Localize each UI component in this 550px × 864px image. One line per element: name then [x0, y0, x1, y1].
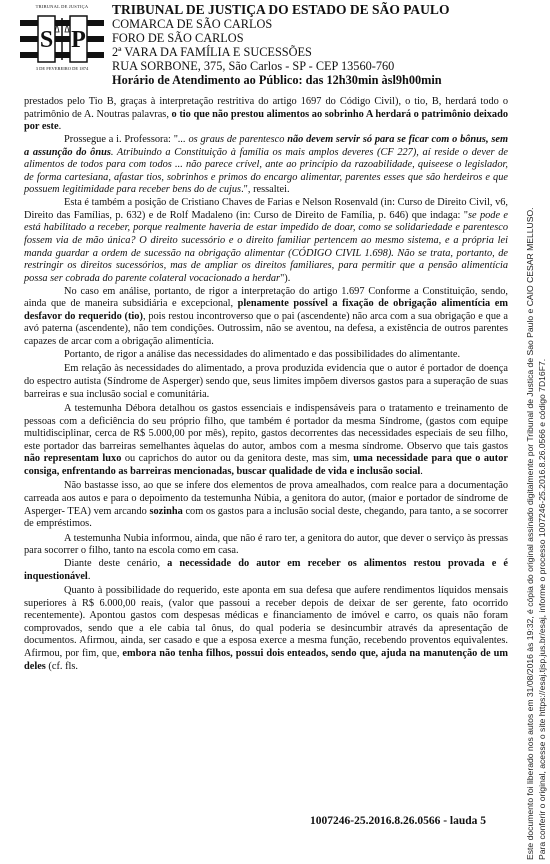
- court-title: TRIBUNAL DE JUSTIÇA DO ESTADO DE SÃO PAULO: [112, 2, 450, 17]
- paragraph: A testemunha Nubia informou, ainda, que não é raro ter, a genitora do autor, que dever o serviço às pressas para socorrer o filho, tanto na escola como em casa.: [24, 532, 508, 557]
- paragraph: A testemunha Débora detalhou os gastos essenciais e indispensáveis para o tratamento e treinamento de pessoas com a deficiência do seu próprio filho, que também é portador da mesma Síndrome, (gastos com equipe multidisciplinar, cerca de R$ 5.000,00 por mês), repito, gastos decorrentes das necessidades especiais de seu filho, este portador das barreiras semelhantes àquelas do autor, ambos com a mesma síndrome. Observo que tais gastos não representam luxo ou caprichos do autor ou da genitora deste, mas sim, uma necessidade para que o autor consiga, enfrentando as barreiras mencionadas, buscar qualidade de vida e inclusão social.: [24, 403, 508, 477]
- paragraph: Portanto, de rigor a análise das necessidades do alimentado e das possibilidades do alimentante.: [64, 348, 461, 360]
- seal-letter-s: S: [39, 27, 54, 53]
- paragraph: Em relação às necessidades do alimentado, a prova produzida evidencia que o autor é portador de doença do espectro autista (Síndrome de Asperger) sendo que, seus limites impõem diversos gastos para a superação de suas barreiras e sua inclusão social e comunitária.: [24, 363, 508, 400]
- seal-top-text: TRIBUNAL DE JUSTIÇA: [35, 4, 89, 9]
- seal-bottom-text: 3 DE FEVEREIRO DE 1874: [35, 66, 89, 71]
- document-header: [112, 2, 532, 87]
- side-stamp-line-2: Para conferir o original, acesse o site https://esaj.tjsp.jus.br/esaj, informe o processo 1007246-25.2016.8.26.0566 e código 7D16F7.: [537, 358, 547, 860]
- paragraph: Quanto à possibilidade do requerido, este aponta em sua defesa que aufere rendimentos líquidos mensais superiores à R$ 6.000,00 reais, (valor que passoui a receber depois de deixar de ser gerente, fato ocorrido recentemente). Apontou gastos com despesas médicas e financiamento de imóvel e carro, os quais não foram comprovados, sendo que a ele cabia tal ônus, do qual poderia se desincumbir através da apresentação de documentos. Afirmou, ainda, ser casado e que a esposa exerce a mesma função, recebendo proventos equivalentes. Afirmou, por fim, que, embora não tenha filhos, possui dois enteados, sendo que, ajuda na manutenção de um deles (cf. fls.: [24, 585, 508, 672]
- paragraph: Prossegue a i. Professora: "... os graus de parentesco não devem servir só para se ficar com o bônus, sem a assunção do ônus. Atribuindo a Constituição à família os mais amplos deveres (CF 227), aí reside o dever de alimentos de todos para com todos ... não parece crível, ante ao princípio da razoabilidade, quiseese o legislador, de forma cartesiana, afastar tios, sobrinhos e primos do encargo alimentar, parentes esses que são herdeiros e que possuem legitimidade para receber bens do de cujus.", ressaltei.: [24, 134, 508, 196]
- page-reference: 1007246-25.2016.8.26.0566 - lauda 5: [310, 815, 487, 827]
- foro-line: FORO DE SÃO CARLOS: [112, 31, 244, 45]
- address-line: RUA SORBONE, 375, São Carlos - SP - CEP 13560-760: [112, 59, 395, 73]
- hours-line: Horário de Atendimento ao Público: das 12h30min àsl9h00min: [112, 73, 442, 87]
- paragraph: Esta é também a posição de Cristiano Chaves de Farias e Nelson Rosenvald (in: Curso de Direito Civil, v6, Direito das Famílias, p. 632) e de Rolf Madaleno (in: Curso de Direito de Família, p. 646) que indaga: "se pode e está habilitado a receber, porque realmente haveria de estar impedido de doar, como se solidariedade e parentesco fossem via de mão única? O direito sucessório e o direito familiar pertencem ao mesmo sistema, e a própria lei manda guardar a ordem de sucessão na obrigação alimentar (CÓDIGO CIVIL 1.698). Não se trata, portanto, de restringir os direitos sucessórios, mas de ampliar os direitos familiares, para permitir que a pensão alimentícia possa ser cobrada do parente colateral vocacionado a herdar").: [24, 197, 508, 284]
- court-seal: [18, 4, 106, 74]
- vara-line: 2ª VARA DA FAMÍLIA E SUCESSÕES: [112, 45, 312, 59]
- seal-emblem-icon: [20, 14, 104, 64]
- side-stamp-line-1: Este documento foi liberado nos autos em 31/08/2016 às 19:32, é cópia do original assinado digitalmente por Tribunal de Justica de Sao Paulo e CAIO CESAR MELLUSO.: [525, 207, 535, 860]
- seal-letter-p: P: [71, 27, 86, 53]
- paragraph: prestados pelo Tio B, graças à interpretação restritiva do artigo 1697 do Código Civil), o tio, B, herdará todo o patrimônio de A. Noutras palavras, o tio que não prestou alimentos ao sobrinho A herdará o patrimônio deixado por este.: [24, 96, 508, 133]
- paragraph: Não bastasse isso, ao que se infere dos elementos de prova amealhados, com realce para a documentação carreada aos autos e para o depoimento da testemunha Núbia, a genitora do autor, (maior e portador de síndrome de Asperger- TEA) vem arcando sozinha com os gastos para a inclusão social deste, chegando, para tanto, a se socorrer de empréstimos.: [24, 480, 508, 530]
- paragraph: No caso em análise, portanto, de rigor a interpretação do artigo 1.697 Conforme a Constituição, sendo, ainda que de maneira subsidiária e excepcional, plenamente possível a fixação de obrigação alimentícia em desfavor do requerido (tio), pois restou incontroverso que o pai (ascendente) não arca com a sua obrigação e que a avó paterna (ascendente), não tem condições. Outrossim, não se aventou, na defesa, a existência de outros parentes capazes de arcar com a obrigação alimentícia.: [24, 285, 508, 347]
- signature-side-stamp: [507, 80, 550, 864]
- paragraph: Diante deste cenário, a necessidade do autor em receber os alimentos restou provada e é inquestionável.: [24, 558, 508, 582]
- comarca-line: COMARCA DE SÃO CARLOS: [112, 17, 273, 31]
- document-body: [24, 96, 508, 674]
